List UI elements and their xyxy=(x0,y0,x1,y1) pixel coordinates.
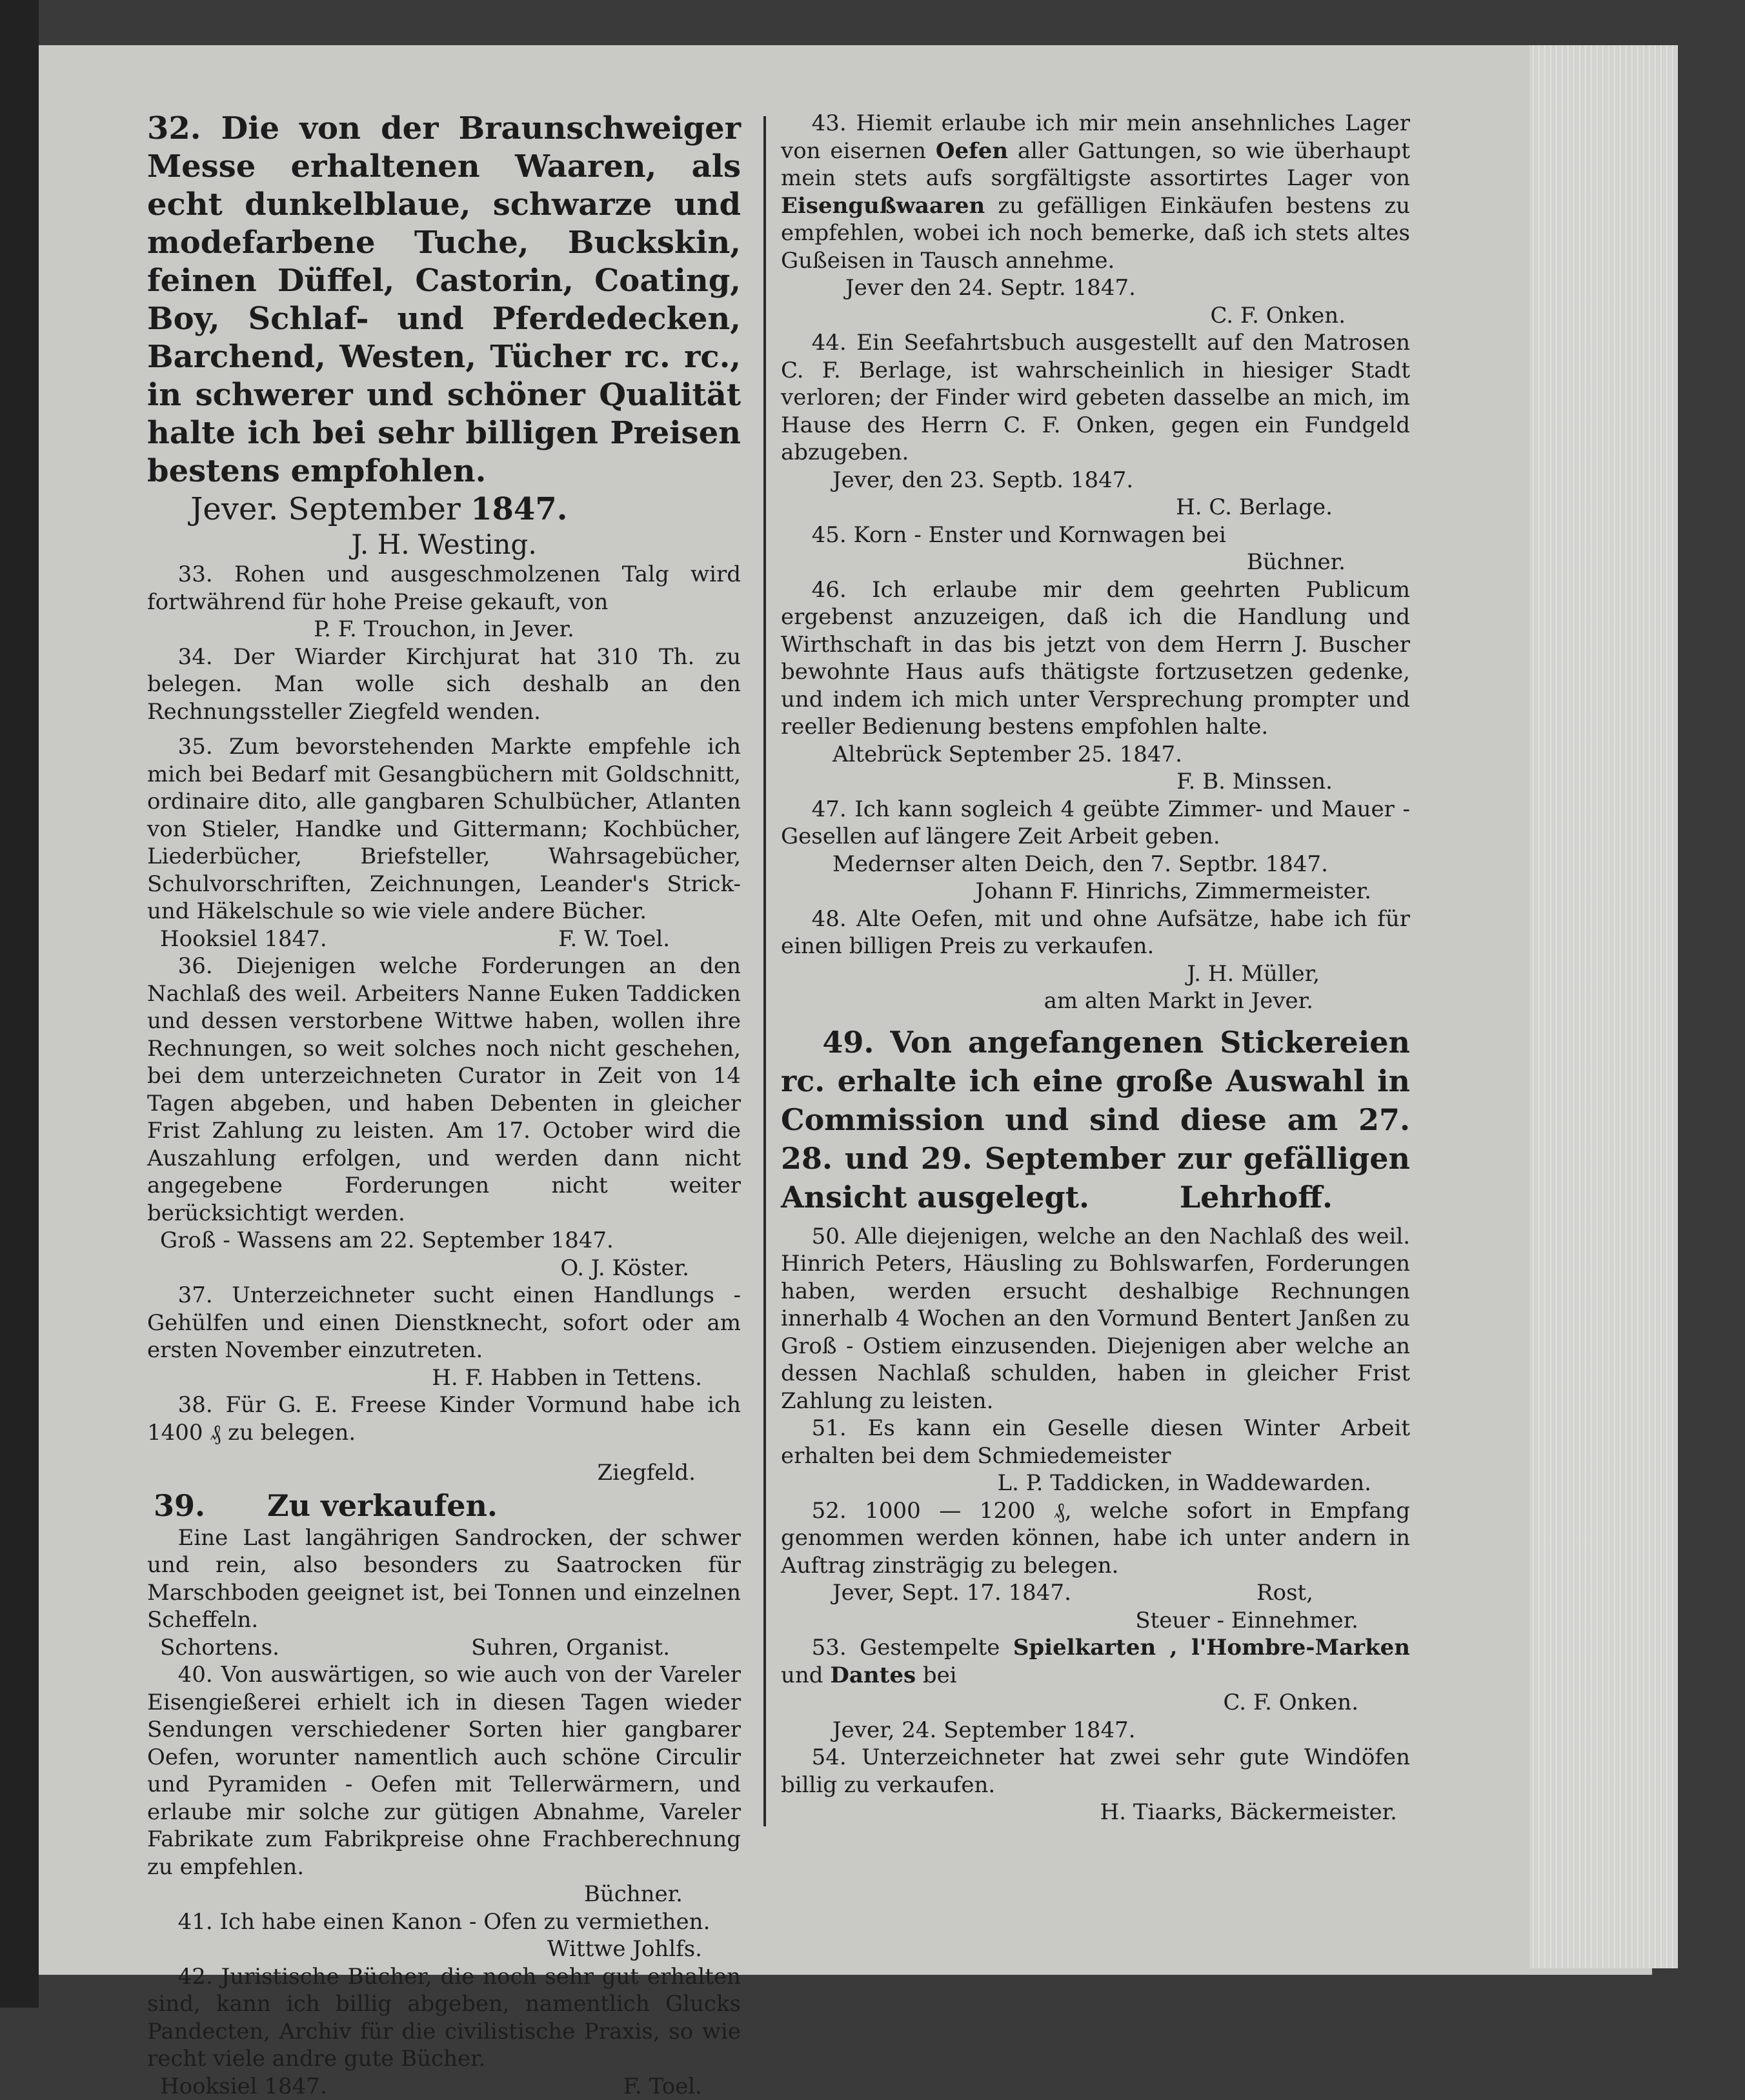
ad-33 xyxy=(147,561,741,643)
ad-46 xyxy=(781,576,1410,796)
ad-footer xyxy=(147,1634,741,1662)
book-binding-shadow xyxy=(0,0,39,2008)
ad-signature: J. H. Müller, xyxy=(781,960,1410,988)
ad-place: Altebrück September 25. 1847. xyxy=(781,741,1410,769)
ad-42 xyxy=(147,1963,741,2100)
ad-signature: F. W. Toel. xyxy=(558,925,670,953)
ad-47 xyxy=(781,796,1410,905)
ad-54 xyxy=(781,1744,1410,1826)
ad-text: aller Gattungen, so wie überhaupt mein stets aufs sorgfältigste assortirtes Lager von xyxy=(781,138,1410,192)
ad-44 xyxy=(781,329,1410,521)
ad-signature: O. J. Köster. xyxy=(147,1255,741,1282)
ad-heading: Zu verkaufen. xyxy=(267,1488,498,1523)
ad-text: Eine Last langährigen Sandrocken, der schwer und rein, also besonders zu Saatrocken für Marschboden geeignet ist, bei Tonnen und einzelnen Scheffeln. xyxy=(147,1524,741,1634)
ad-text: 36. Diejenigen welche Forderungen an den Nachlaß des weil. Arbeiters Nanne Euken Taddicken und dessen verstorbene Wittwe haben, wollen ihre Rechnungen, so weit solches noch nicht geschehen, bei dem unterzeichneten Curator in Zeit von 14 Tagen abgeben, und haben Debenten in gleicher Frist Zahlung zu leisten. Am 17. October wird die Auszahlung erfolgen, und werden dann nicht angegebene Forderungen nicht weiter berücksichtigt werden. xyxy=(147,953,741,1227)
ad-footer xyxy=(147,2073,741,2100)
ad-emphasis: Spielkarten , l'Hombre-Marken xyxy=(1013,1635,1410,1661)
ad-35 xyxy=(147,733,741,953)
ad-place: Schortens. xyxy=(160,1634,279,1662)
ad-signature: Suhren, Organist. xyxy=(471,1634,670,1662)
left-column xyxy=(147,110,741,2100)
column-rule xyxy=(763,116,766,1826)
ad-37 xyxy=(147,1282,741,1391)
ad-text: 35. Zum bevorstehenden Markte empfehle ich mich bei Bedarf mit Gesangbüchern mit Goldschnitt, ordinaire dito, alle gangbaren Schulbücher, Atlanten von Stieler, Handke und Gittermann; Kochbücher, Liederbücher, Briefsteller, Wahrsagebücher, Schulvorschriften, Zeichnungen, Leander's Strick- und Häkelschule so wie viele andere Bücher. xyxy=(147,733,741,925)
ad-text: 45. Korn - Enster und Kornwagen bei xyxy=(781,521,1410,549)
ad-signature: F. B. Minssen. xyxy=(781,768,1410,796)
ad-text: bei xyxy=(923,1662,957,1688)
ad-place: Hooksiel 1847. xyxy=(160,925,327,953)
ad-52 xyxy=(781,1497,1410,1635)
ad-emphasis: Dantes xyxy=(830,1662,916,1688)
ad-text: 46. Ich erlaube mir dem geehrten Publicum ergebenst anzuzeigen, daß ich die Handlung und Wirthschaft in das bis jetzt von dem Herrn J. Buscher bewohnte Haus aufs thätigste fortzusetzen gedenke, und indem ich mich unter Versprechung prompter und reeller Bedienung bestens empfohlen halte. xyxy=(781,576,1410,741)
ad-place: Medernser alten Deich, den 7. Septbr. 1847. xyxy=(781,851,1410,878)
ad-signature: H. Tiaarks, Bäckermeister. xyxy=(781,1799,1410,1826)
ad-text: 53. Gestempelte xyxy=(812,1635,1000,1661)
ad-place: Hooksiel 1847. xyxy=(160,2073,327,2100)
ad-place: Jever den 24. Septr. 1847. xyxy=(781,274,1410,302)
ad-49 xyxy=(781,1023,1410,1217)
ad-signature: Büchner. xyxy=(147,1881,741,1908)
ad-signature: H. F. Habben in Tettens. xyxy=(147,1364,741,1392)
ad-footer xyxy=(781,1579,1410,1607)
ad-place: Jever. September xyxy=(190,491,461,527)
ad-text: 49. Von angefangenen Stickereien rc. erhalte ich eine große Auswahl in Commission und sind diese am 27. 28. und 29. September zur gefälligen Ansicht ausgelegt. xyxy=(781,1023,1410,1217)
ad-text: 43. Hiemit erlaube ich mir mein ansehnliches Lager von eisernen xyxy=(781,110,1410,164)
ad-signature: Lehrhoff. xyxy=(781,1178,1410,1217)
ad-48 xyxy=(781,905,1410,1015)
ad-number: 32. xyxy=(147,110,201,146)
ad-text: 50. Alle diejenigen, welche an den Nachlaß des weil. Hinrich Peters, Häusling zu Bohlswarfen, Forderungen haben, werden ersucht deshalbige Rechnungen innerhalb 4 Wochen an den Vormund Bentert Janßen zu Groß - Ostiem einzusenden. Diejenigen aber welche an dessen Nachlaß schulden, haben in gleicher Frist Zahlung zu leisten. xyxy=(781,1223,1410,1415)
ad-signature: J. H. Westing. xyxy=(147,529,741,561)
ad-number: 39. xyxy=(154,1488,205,1523)
ad-signature: F. Toel. xyxy=(623,2073,702,2100)
ad-text: 37. Unterzeichneter sucht einen Handlungs - Gehülfen und einen Dienstknecht, sofort oder am ersten November einzutreten. xyxy=(147,1282,741,1364)
ad-signature: Johann F. Hinrichs, Zimmermeister. xyxy=(781,878,1410,905)
ad-emphasis: Oefen xyxy=(936,138,1008,164)
ad-signature-address: am alten Markt in Jever. xyxy=(781,987,1410,1015)
ad-place: Jever, 24. September 1847. xyxy=(781,1717,1410,1744)
ad-41 xyxy=(147,1908,741,1963)
ad-signature: Büchner. xyxy=(781,549,1410,576)
ad-38 xyxy=(147,1391,741,1487)
ad-34 xyxy=(147,643,741,726)
ad-text: 34. Der Wiarder Kirchjurat hat 310 Th. zu belegen. Man wolle sich deshalb an den Rechnungssteller Ziegfeld wenden. xyxy=(147,643,741,726)
ad-text: Die von der Braunschweiger Messe erhaltenen Waaren, als echt dunkelblaue, schwarze und modefarbene Tuche, Buckskin, feinen Düffel, Castorin, Coating, Boy, Schlaf- und Pferdedecken, Barchend, Westen, Tücher rc. rc., in schwerer und schöner Qualität halte ich bei sehr billigen Preisen bestens empfohlen. xyxy=(147,110,741,489)
ad-signature: Wittwe Johlfs. xyxy=(147,1935,741,1963)
ad-signature: C. F. Onken. xyxy=(781,302,1410,330)
ad-45 xyxy=(781,521,1410,576)
ad-text: 52. 1000 — 1200 ₰, welche sofort in Empfang genommen werden können, habe ich unter andern in Auftrag zinsträgig zu belegen. xyxy=(781,1497,1410,1580)
ad-text: 48. Alte Oefen, mit und ohne Aufsätze, habe ich für einen billigen Preis zu verkaufen. xyxy=(781,905,1410,960)
ad-text: 51. Es kann ein Geselle diesen Winter Arbeit erhalten bei dem Schmiedemeister xyxy=(781,1415,1410,1469)
ad-emphasis: Eisengußwaaren xyxy=(781,193,985,219)
ad-signature: Rost, xyxy=(1256,1579,1313,1607)
ad-place: Jever, den 23. Septb. 1847. xyxy=(781,467,1410,494)
ad-signature-title: Steuer - Einnehmer. xyxy=(781,1607,1410,1635)
ad-text: 41. Ich habe einen Kanon - Ofen zu vermiethen. xyxy=(147,1908,741,1936)
ad-51 xyxy=(781,1415,1410,1497)
ad-signature: C. F. Onken. xyxy=(781,1689,1410,1717)
ad-32 xyxy=(147,110,741,561)
ad-signature: P. F. Trouchon, in Jever. xyxy=(147,616,741,643)
ad-signature: L. P. Taddicken, in Waddewarden. xyxy=(781,1469,1410,1497)
ad-53 xyxy=(781,1634,1410,1744)
ad-footer xyxy=(147,925,741,953)
ad-place: Groß - Wassens am 22. September 1847. xyxy=(147,1227,741,1255)
ad-place: Jever, Sept. 17. 1847. xyxy=(832,1579,1071,1607)
ad-43 xyxy=(781,110,1410,329)
ad-text: und xyxy=(781,1662,823,1688)
ad-year: 1847. xyxy=(470,491,567,527)
ad-text: zu gefälligen Einkäufen bestens zu empfehlen, wobei ich noch bemerke, daß ich stets altes Gußeisen in Tausch annehme. xyxy=(781,193,1410,274)
ad-text: 40. Von auswärtigen, so wie auch von der Vareler Eisengießerei erhielt ich in diesen Tagen wieder Sendungen verschiedener Sorten hier gangbarer Oefen, worunter namentlich auch schöne Circulir und Pyramiden - Oefen mit Tellerwärmern, und erlaube mir solche zur gütigen Abnahme, Vareler Fabrikate zum Fabrikpreise ohne Frachberechnung zu empfehlen. xyxy=(147,1661,741,1881)
ad-39 xyxy=(147,1487,741,1662)
ad-signature: H. C. Berlage. xyxy=(781,494,1410,521)
ad-text: 33. Rohen und ausgeschmolzenen Talg wird fortwährend für hohe Preise gekauft, von xyxy=(147,561,741,616)
ad-50 xyxy=(781,1223,1410,1415)
page-edges xyxy=(1529,45,1678,1968)
ad-signature: Ziegfeld. xyxy=(147,1459,741,1487)
ad-text: 54. Unterzeichneter hat zwei sehr gute Windöfen billig zu verkaufen. xyxy=(781,1744,1410,1799)
ad-40 xyxy=(147,1661,741,1908)
ad-text: 42. Juristische Bücher, die noch sehr gut erhalten sind, kann ich billig abgeben, namentlich Glucks Pandecten, Archiv für die civilistische Praxis, so wie recht viele andre gute Bücher. xyxy=(147,1963,741,2073)
ad-text: 44. Ein Seefahrtsbuch ausgestellt auf den Matrosen C. F. Berlage, ist wahrscheinlich in hiesiger Stadt verloren; der Finder wird gebeten dasselbe an mich, im Hause des Herrn C. F. Onken, gegen ein Fundgeld abzugeben. xyxy=(781,329,1410,467)
ad-text: 47. Ich kann sogleich 4 geübte Zimmer- und Mauer - Gesellen auf längere Zeit Arbeit geben. xyxy=(781,796,1410,851)
right-column xyxy=(781,110,1410,1826)
ad-36 xyxy=(147,953,741,1282)
ad-text: 38. Für G. E. Freese Kinder Vormund habe ich 1400 ₰ zu belegen. xyxy=(147,1391,741,1446)
